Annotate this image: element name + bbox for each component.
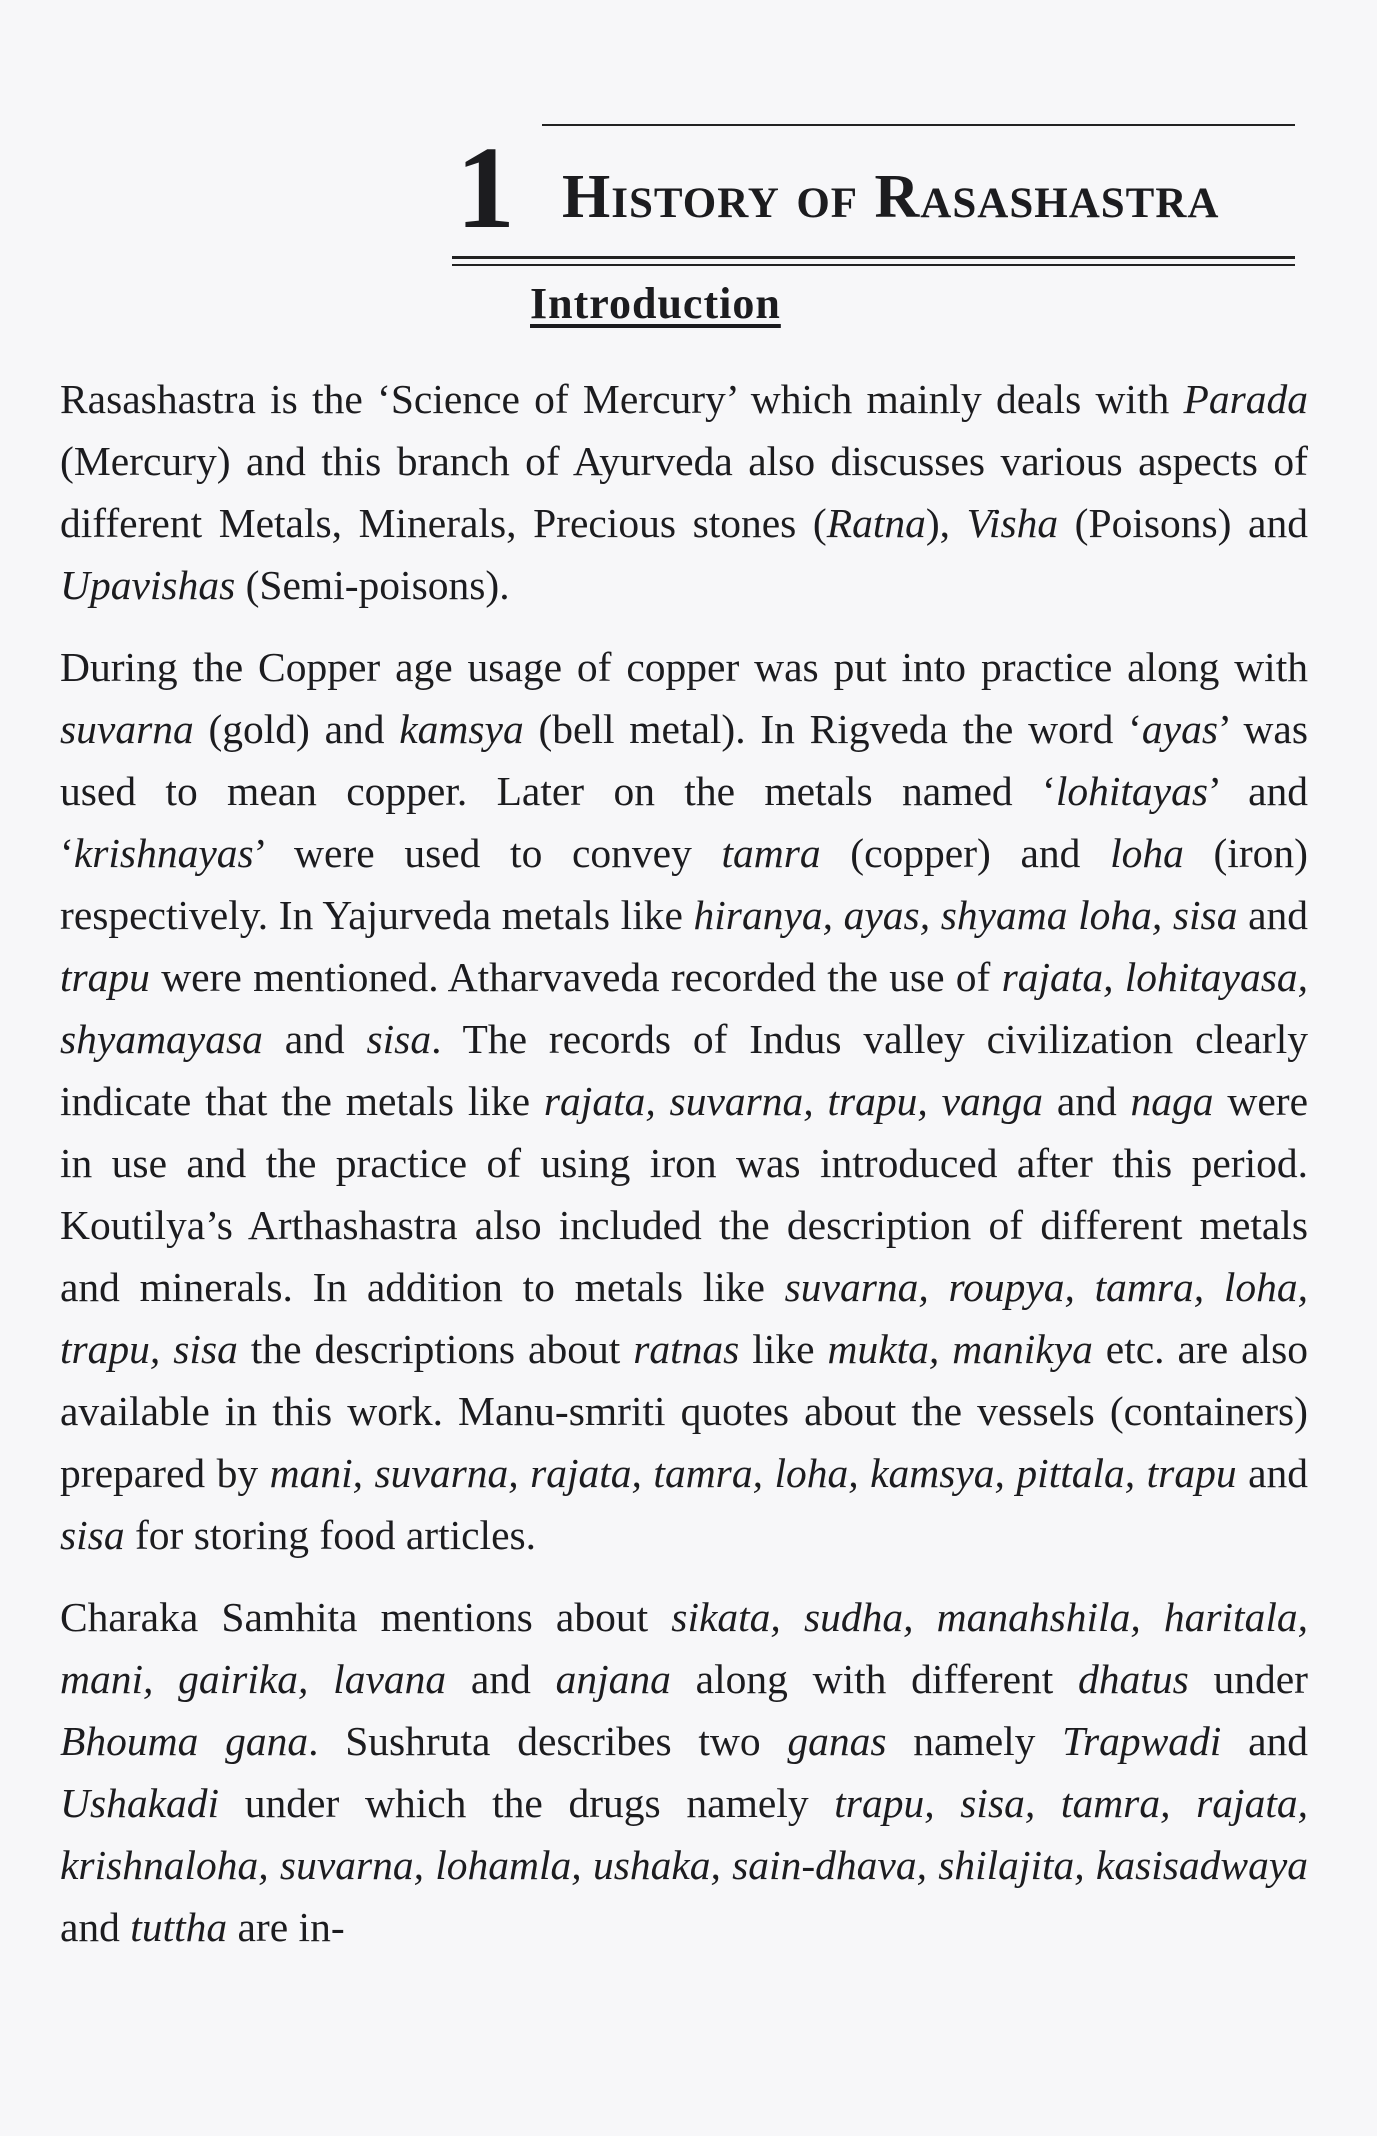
text-run: and	[1221, 1718, 1308, 1764]
italic-term: dhatus	[1078, 1656, 1189, 1702]
section-heading: Introduction	[530, 279, 781, 328]
italic-term: Ushakadi	[60, 1780, 220, 1826]
paragraph	[60, 368, 1308, 616]
paragraph	[60, 636, 1308, 1566]
text-run: were mentioned. Atharvaveda recorded the use of	[149, 954, 1002, 1000]
text-run: (Mercury) and this branch of Ayurveda also discusses various aspects of different Metals, Minerals, Precious stones (	[60, 438, 1308, 546]
italic-term: rajata, suvarna, trapu, vanga	[543, 1078, 1043, 1124]
text-run: (Poisons) and	[1058, 500, 1308, 546]
italic-term: krishnayas	[73, 830, 254, 876]
italic-term: tuttha	[130, 1904, 228, 1950]
italic-term: hiranya, ayas, shyama loha, sisa	[693, 892, 1238, 938]
italic-term: sisa	[366, 1016, 432, 1062]
text-run: etc. are also available in this work. Manu-smriti quotes about the vessels (containers) prepared by	[60, 1326, 1308, 1496]
text-run: and	[262, 1016, 367, 1062]
text-run: ),	[925, 500, 967, 546]
text-run: . Sushruta describes two	[308, 1718, 788, 1764]
italic-term: Bhouma gana	[60, 1718, 309, 1764]
text-run: the descriptions about	[237, 1326, 634, 1372]
italic-term: trapu, sisa, tamra, rajata, krishnaloha, suvarna, lohamla, ushaka, sain-dhava, shilajita, kasisadwaya	[60, 1780, 1308, 1888]
chapter-number: 1	[456, 122, 513, 253]
text-run: along with different	[670, 1656, 1079, 1702]
italic-term: suvarna, roupya, tamra, loha, trapu, sisa	[60, 1264, 1308, 1372]
text-run: and	[1237, 892, 1308, 938]
text-run: for storing food articles.	[124, 1512, 537, 1558]
italic-term: Visha	[966, 500, 1059, 546]
italic-term: sikata, sudha, manahshila, haritala, mani, gairika, lavana	[60, 1594, 1308, 1702]
text-run: namely	[886, 1718, 1063, 1764]
chapter-heading-row	[452, 122, 1295, 253]
header-rule-top	[542, 124, 1295, 126]
text-run: . The records of Indus valley civilization clearly indicate that the metals like	[60, 1016, 1309, 1124]
italic-term: Ratna	[826, 500, 926, 546]
text-run: and	[60, 1904, 131, 1950]
text-run: and	[446, 1656, 556, 1702]
text-run: During the Copper age usage of copper was put into practice along with	[60, 644, 1308, 690]
text-run: (gold) and	[193, 706, 400, 752]
italic-term: mukta, manikya	[827, 1326, 1093, 1372]
chapter-title: History of Rasashastra	[562, 163, 1220, 231]
italic-term: loha	[1110, 830, 1184, 876]
italic-term: lohitayas	[1055, 768, 1208, 814]
text-run: (iron) respectively. In Yajurveda metals like	[60, 830, 1309, 938]
italic-term: tamra	[721, 830, 821, 876]
italic-term: naga	[1130, 1078, 1214, 1124]
text-run: and	[1236, 1450, 1309, 1496]
paragraph	[60, 1586, 1308, 1958]
italic-term: suvarna	[60, 706, 194, 752]
text-run: and	[1043, 1078, 1131, 1124]
text-run: under which the drugs namely	[219, 1780, 835, 1826]
chapter-header	[452, 124, 1295, 266]
text-run: (bell metal). In Rigveda the word ‘	[523, 706, 1142, 752]
italic-term: kamsya	[399, 706, 524, 752]
body-text	[60, 368, 1308, 1978]
text-run: (copper) and	[820, 830, 1111, 876]
header-rule-bottom	[452, 256, 1295, 266]
text-run: (Semi-poisons).	[235, 562, 510, 608]
text-run: ’ and ‘	[60, 768, 1308, 876]
italic-term: Upavishas	[60, 562, 236, 608]
italic-term: ratnas	[633, 1326, 740, 1372]
text-run: under	[1188, 1656, 1308, 1702]
text-run: Charaka Samhita mentions about	[60, 1594, 672, 1640]
text-run: were in use and the practice of using iron was introduced after this period. Koutilya’s Arthashastra also included the description of different metals and minerals. In addition to metals like	[60, 1078, 1308, 1310]
text-run: ’ were used to convey	[253, 830, 722, 876]
italic-term: Parada	[1183, 376, 1308, 422]
italic-term: trapu	[60, 954, 150, 1000]
italic-term: Trapwadi	[1062, 1718, 1222, 1764]
italic-term: ayas	[1141, 706, 1218, 752]
italic-term: anjana	[555, 1656, 671, 1702]
text-run: like	[739, 1326, 828, 1372]
italic-term: rajata, lohitayasa, shyamayasa	[60, 954, 1309, 1062]
text-run: Rasashastra is the ‘Science of Mercury’ which mainly deals with	[60, 376, 1184, 422]
text-run: ’ was used to mean copper. Later on the metals named ‘	[60, 706, 1309, 814]
italic-term: mani, suvarna, rajata, tamra, loha, kamsya, pittala, trapu	[269, 1450, 1237, 1496]
italic-term: sisa	[60, 1512, 125, 1558]
italic-term: ganas	[787, 1718, 887, 1764]
text-run: are in-	[227, 1904, 345, 1950]
